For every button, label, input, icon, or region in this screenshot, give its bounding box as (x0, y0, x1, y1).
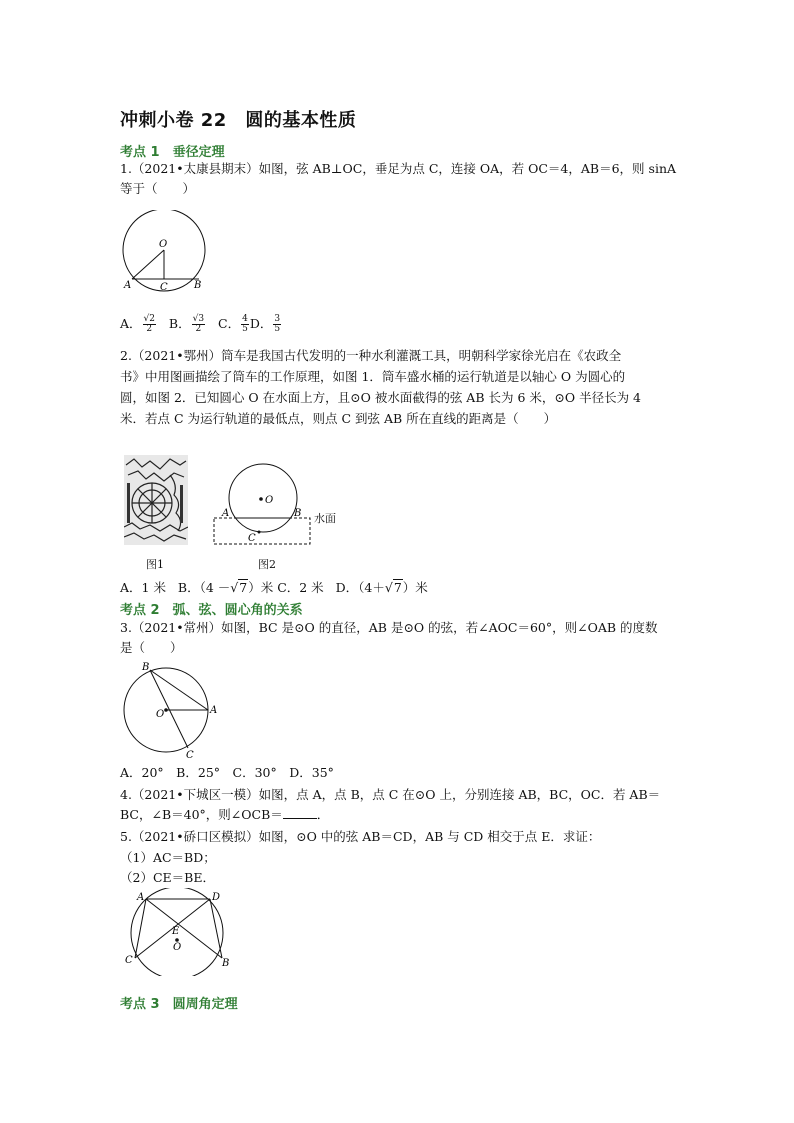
q1-label-o: O (159, 239, 168, 250)
q2-label-c: C (248, 533, 256, 544)
page-title: 冲刺小卷 22 圆的基本性质 (120, 110, 357, 131)
q3-text-line-2: 是（ ） (120, 640, 183, 655)
q5-label-c: C (125, 955, 133, 966)
q1-text-line-1: 1.（2021•太康县期末）如图，弦 AB⊥OC，垂足为点 C，连接 OA，若 OC＝4，AB＝6，则 sinA (120, 161, 677, 176)
q5-text-line-1: 5.（2021•硚口区模拟）如图，⊙O 中的弦 AB＝CD，AB 与 CD 相交于点 E．求证： (120, 829, 601, 844)
q3-label-a: A (210, 705, 218, 716)
q5-text-line-2: （1）AC＝BD； (120, 850, 216, 865)
q2-waterwheel-illustration (124, 455, 188, 545)
q2-text-line-4: 米．若点 C 为运行轨道的最低点，则点 C 到弦 AB 所在直线的距离是（ ） (120, 411, 557, 426)
q2-options (120, 578, 428, 596)
q1-segment-oa (132, 250, 164, 279)
q3-options[interactable]: A．20° B．25° C．30° D．35° (120, 765, 334, 780)
q2-center-dot (259, 497, 263, 501)
q5-label-e: E (172, 926, 180, 937)
q1-option-d[interactable]: D． $\frac{3}{5}$ (249, 314, 281, 334)
q2-option-c[interactable]: C．2 米 (277, 580, 324, 595)
q2-circle-figure (208, 462, 348, 548)
q3-label-c: C (186, 750, 194, 760)
section-heading-3: 考点 3 圆周角定理 (120, 997, 238, 1012)
q3-center-dot (164, 708, 168, 712)
q5-label-a: A (137, 892, 145, 903)
q1-options (120, 314, 282, 334)
q2-figure-1-caption: 图1 (146, 558, 164, 571)
q3-chord-ab (150, 670, 208, 710)
q2-label-o: O (265, 495, 274, 506)
q4-text-line-2: BC，∠B＝40°，则∠OCB＝ ． (120, 807, 330, 822)
q1-label-a: A (124, 280, 132, 291)
q5-chord-ab (146, 899, 222, 958)
q1-label-c: C (160, 282, 168, 292)
q1-option-c[interactable]: C． $\frac{4}{5}$ (218, 314, 248, 334)
q5-label-b: B (222, 958, 230, 969)
q5-text-line-3: （2）CE＝BE． (120, 870, 215, 885)
q5-segment-ac (135, 899, 146, 958)
q5-circle-figure (118, 888, 238, 976)
q2-option-b[interactable]: B．（4 －√7）米 (177, 580, 274, 595)
q2-figure-2-caption: 图2 (258, 558, 276, 571)
q2-label-b: B (294, 508, 302, 519)
q2-water-label: 水面 (314, 512, 336, 525)
q1-option-b[interactable]: B． $\frac{√3}{2}$ (168, 314, 205, 334)
q2-water-rectangle (214, 518, 310, 544)
q3-label-b: B (142, 662, 150, 673)
q4-answer-blank[interactable] (283, 806, 317, 819)
q2-text-line-3: 圆，如图 2．已知圆心 O 在水面上方，且⊙O 被水面截得的弦 AB 长为 6 米，⊙O 半径长为 4 (120, 390, 641, 405)
q1-option-a[interactable]: A． $\frac{√2}{2}$ (120, 314, 155, 334)
section-heading-1: 考点 1 垂径定理 (120, 145, 225, 160)
q2-option-d[interactable]: D．（4＋√7）米 (335, 580, 428, 595)
q1-circle-figure (118, 210, 218, 292)
q3-text-line-1: 3.（2021•常州）如图，BC 是⊙O 的直径，AB 是⊙O 的弦，若∠AOC＝60°，则∠OAB 的度数 (120, 620, 658, 635)
q4-text-line-1: 4.（2021•下城区一模）如图，点 A，点 B，点 C 在⊙O 上，分别连接 AB，BC，OC．若 AB＝ (120, 787, 661, 802)
q2-circle (229, 464, 297, 532)
q2-text-line-2: 书》中用图画描绘了筒车的工作原理，如图 1．筒车盛水桶的运行轨道是以轴心 O 为圆心的 (120, 369, 626, 384)
q1-label-b: B (194, 280, 202, 291)
q3-label-o: O (156, 709, 165, 720)
q3-circle-figure (118, 660, 228, 760)
q1-text-line-2: 等于（ ） (120, 181, 196, 196)
q2-label-a: A (222, 508, 230, 519)
q2-text-line-1: 2.（2021•鄂州）筒车是我国古代发明的一种水利灌溉工具，明朝科学家徐光启在《农政全 (120, 348, 622, 363)
q5-label-o: O (173, 942, 182, 953)
q2-option-a[interactable]: A．1 米 (120, 580, 166, 595)
section-heading-2: 考点 2 弧、弦、圆心角的关系 (120, 603, 303, 618)
q5-label-d: D (212, 892, 221, 903)
q2-point-c (258, 531, 261, 534)
